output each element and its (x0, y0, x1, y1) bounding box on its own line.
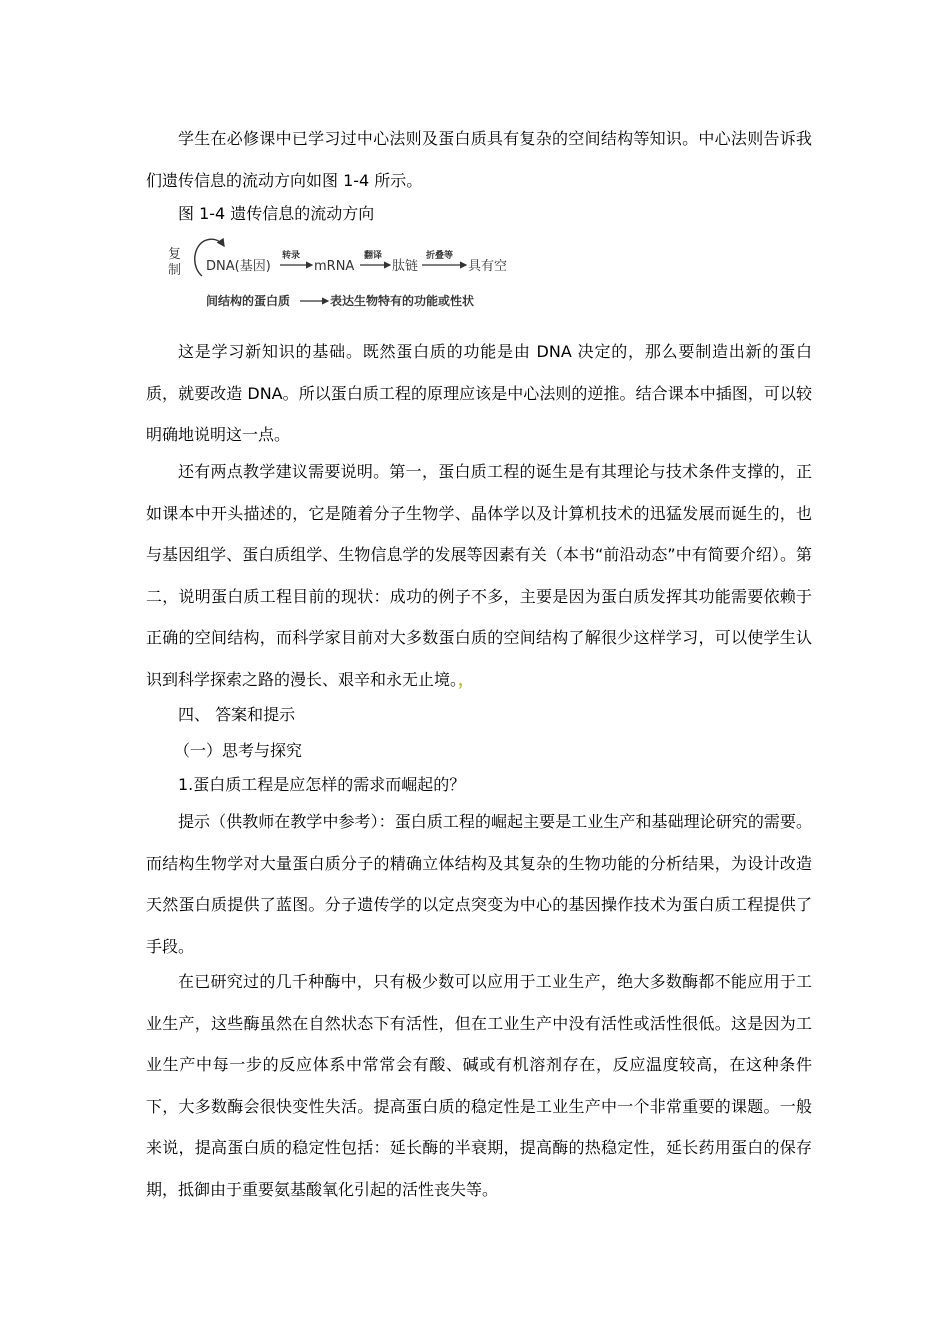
paragraph-1: 这是学习新知识的基础。既然蛋白质的功能是由 DNA 决定的，那么要制造出新的蛋白质，就要改造 DNA。所以蛋白质工程的原理应该是中心法则的逆推。结合课本中插图，可以较明确地说明这一点。 (146, 342, 812, 444)
replicate-label-1: 复 (168, 247, 182, 262)
central-dogma-figure (168, 232, 520, 316)
figure-caption: 图 1-4 遗传信息的流动方向 (178, 204, 375, 223)
paragraph-3: 在已研究过的几千种酶中，只有极少数可以应用于工业生产，绝大多数酶都不能应用于工业生产，这些酶虽然在自然状态下有活性，但在工业生产中没有活性或活性很低。这是因为工业生产中每一步的反应体系中常常会有酸、碱或有机溶剂存在，反应温度较高，在这种条件下，大多数酶会很快变性失活。提高蛋白质的稳定性是工业生产中一个非常重要的课题。一般来说，提高蛋白质的稳定性包括：延长酶的半衰期，提高酶的热稳定性，延长药用蛋白的保存期，抵御由于重要氨基酸氧化引起的活性丧失等。 (146, 972, 812, 1199)
intro-paragraph: 学生在必修课中已学习过中心法则及蛋白质具有复杂的空间结构等知识。中心法则告诉我们遗传信息的流动方向如图 1-4 所示。 (146, 129, 812, 190)
expression-label: 表达生物特有的功能或性状 (330, 294, 475, 308)
dna-label: DNA(基因) (206, 259, 271, 274)
hint-paragraph: 提示（供教师在教学中参考）：蛋白质工程的崛起主要是工业生产和基础理论研究的需要。而结构生物学对大量蛋白质分子的精确立体结构及其复杂的生物功能的分析结果，为设计改造天然蛋白质提供了蓝图。分子遗传学的以定点突变为中心的基因操作技术为蛋白质工程提供了手段。 (146, 812, 812, 956)
replicate-label-2: 制 (168, 263, 182, 278)
paragraph-2-text: 还有两点教学建议需要说明。第一，蛋白质工程的诞生是有其理论与技术条件支撑的，正如课本中开头描述的，它是随着分子生物学、晶体学以及计算机技术的迅猛发展而诞生的，也与基因组学、蛋白质组学、生物信息学的发展等因素有关（本书“前沿动态”中有简要介绍）。第二，说明蛋白质工程目前的现状：成功的例子不多，主要是因为蛋白质发挥其功能需要依赖于正确的空间结构，而科学家目前对大多数蛋白质的空间结构了解很少这样学习，可以使学生认识到科学探索之路的漫长、艰辛和永无止境。 (146, 462, 812, 689)
transcription-label: 转录 (282, 251, 301, 261)
paragraph-2-mark: ， (458, 669, 475, 689)
peptide-label: 肽链 (392, 259, 419, 274)
protein-label: 间结构的蛋白质 (206, 294, 291, 308)
paragraph-2 (146, 451, 812, 700)
folding-label: 折叠等 (426, 251, 454, 261)
mrna-label: mRNA (314, 259, 355, 274)
section-4-heading: 四、 答案和提示 (178, 705, 296, 724)
translation-label: 翻译 (364, 251, 383, 261)
subsection-heading: （一）思考与探究 (174, 741, 303, 760)
question-1: 1.蛋白质工程是应怎样的需求而崛起的？ (178, 775, 466, 794)
structure-tail-label: 具有空 (468, 259, 508, 274)
